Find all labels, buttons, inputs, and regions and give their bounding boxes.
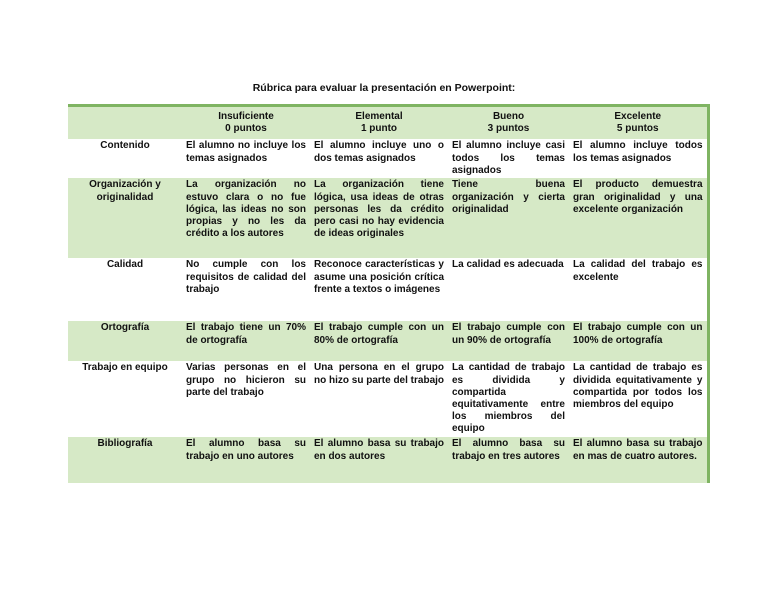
table-cell: Tiene buena organización y cierta originalidad	[452, 179, 565, 215]
header-level-points: 5 puntos	[616, 123, 659, 135]
table-row	[68, 361, 708, 437]
table-cell: La calidad del trabajo es excelente	[573, 259, 703, 283]
page-title: Rúbrica para evaluar la presentación en Powerpoint:	[252, 82, 516, 94]
table-cell: Una persona en el grupo no hizo su parte del trabajo	[314, 362, 445, 386]
table-cell: La calidad es adecuada	[452, 259, 564, 271]
header-level	[182, 106, 310, 140]
table-cell: El trabajo cumple con un 80% de ortografía	[314, 322, 444, 346]
criterion-label: Trabajo en equipo	[82, 362, 168, 374]
header-level-name: Bueno	[492, 111, 525, 122]
table-cell: La organización no estuvo clara o no fue lógica, las ideas no son propias y no les da crédito a los autores	[186, 179, 306, 240]
header-level	[310, 106, 448, 140]
table-cell: El trabajo cumple con un 90% de ortografía	[452, 322, 565, 346]
header-level-points: 0 puntos	[225, 123, 267, 135]
rubric-table	[68, 104, 710, 483]
table-cell: El alumno incluye uno o dos temas asignados	[314, 140, 444, 164]
header-level	[448, 106, 569, 140]
table-row	[68, 178, 708, 258]
table-cell: No cumple con los requisitos de calidad del trabajo	[186, 259, 306, 295]
table-row	[68, 321, 708, 361]
table-cell: El producto demuestra gran originalidad y una excelente organización	[573, 179, 703, 215]
table-cell: El alumno basa su trabajo en mas de cuatro autores.	[573, 438, 703, 462]
table-cell: El alumno basa su trabajo en tres autores	[452, 438, 565, 462]
criterion-label: Organización y originalidad	[89, 179, 161, 203]
table-cell: Reconoce características y asume una posición crítica frente a textos o imágenes	[314, 259, 444, 295]
criterion-label: Ortografía	[100, 322, 150, 334]
criterion-label: Calidad	[106, 259, 144, 271]
table-cell: El alumno incluye casi todos los temas asignados	[452, 140, 565, 176]
table-cell: La cantidad de trabajo es dividida y compartida equitativamente entre los miembros del equipo	[452, 362, 565, 435]
table-row	[68, 437, 708, 483]
table-row	[68, 258, 708, 321]
header-corner	[68, 106, 182, 140]
table-cell: Varias personas en el grupo no hicieron su parte del trabajo	[186, 362, 306, 398]
table-cell: El trabajo cumple con un 100% de ortografía	[573, 322, 703, 346]
header-level-points: 1 punto	[360, 123, 398, 135]
table-cell: El trabajo tiene un 70% de ortografía	[186, 322, 306, 346]
criterion-label: Contenido	[100, 140, 150, 152]
criterion-label: Bibliografía	[97, 438, 153, 450]
table-cell: El alumno basa su trabajo en uno autores	[186, 438, 306, 462]
table-cell: El alumno no incluye los temas asignados	[186, 140, 306, 164]
table-cell: El alumno basa su trabajo en dos autores	[314, 438, 444, 462]
header-level-name: Insuficiente	[218, 111, 274, 122]
table-row	[68, 139, 708, 178]
table-cell: El alumno incluye todos los temas asignados	[573, 140, 703, 164]
header-level	[569, 106, 708, 140]
table-cell: La organización tiene lógica, usa ideas de otras personas les da crédito pero casi no hay evidencia de ideas originales	[314, 179, 444, 240]
header-level-points: 3 puntos	[487, 123, 530, 135]
header-row	[68, 106, 708, 140]
header-level-name: Excelente	[614, 111, 662, 122]
table-cell: La cantidad de trabajo es dividida equitativamente y compartida por todos los miembros del equipo	[573, 362, 703, 411]
header-level-name: Elemental	[355, 111, 403, 122]
